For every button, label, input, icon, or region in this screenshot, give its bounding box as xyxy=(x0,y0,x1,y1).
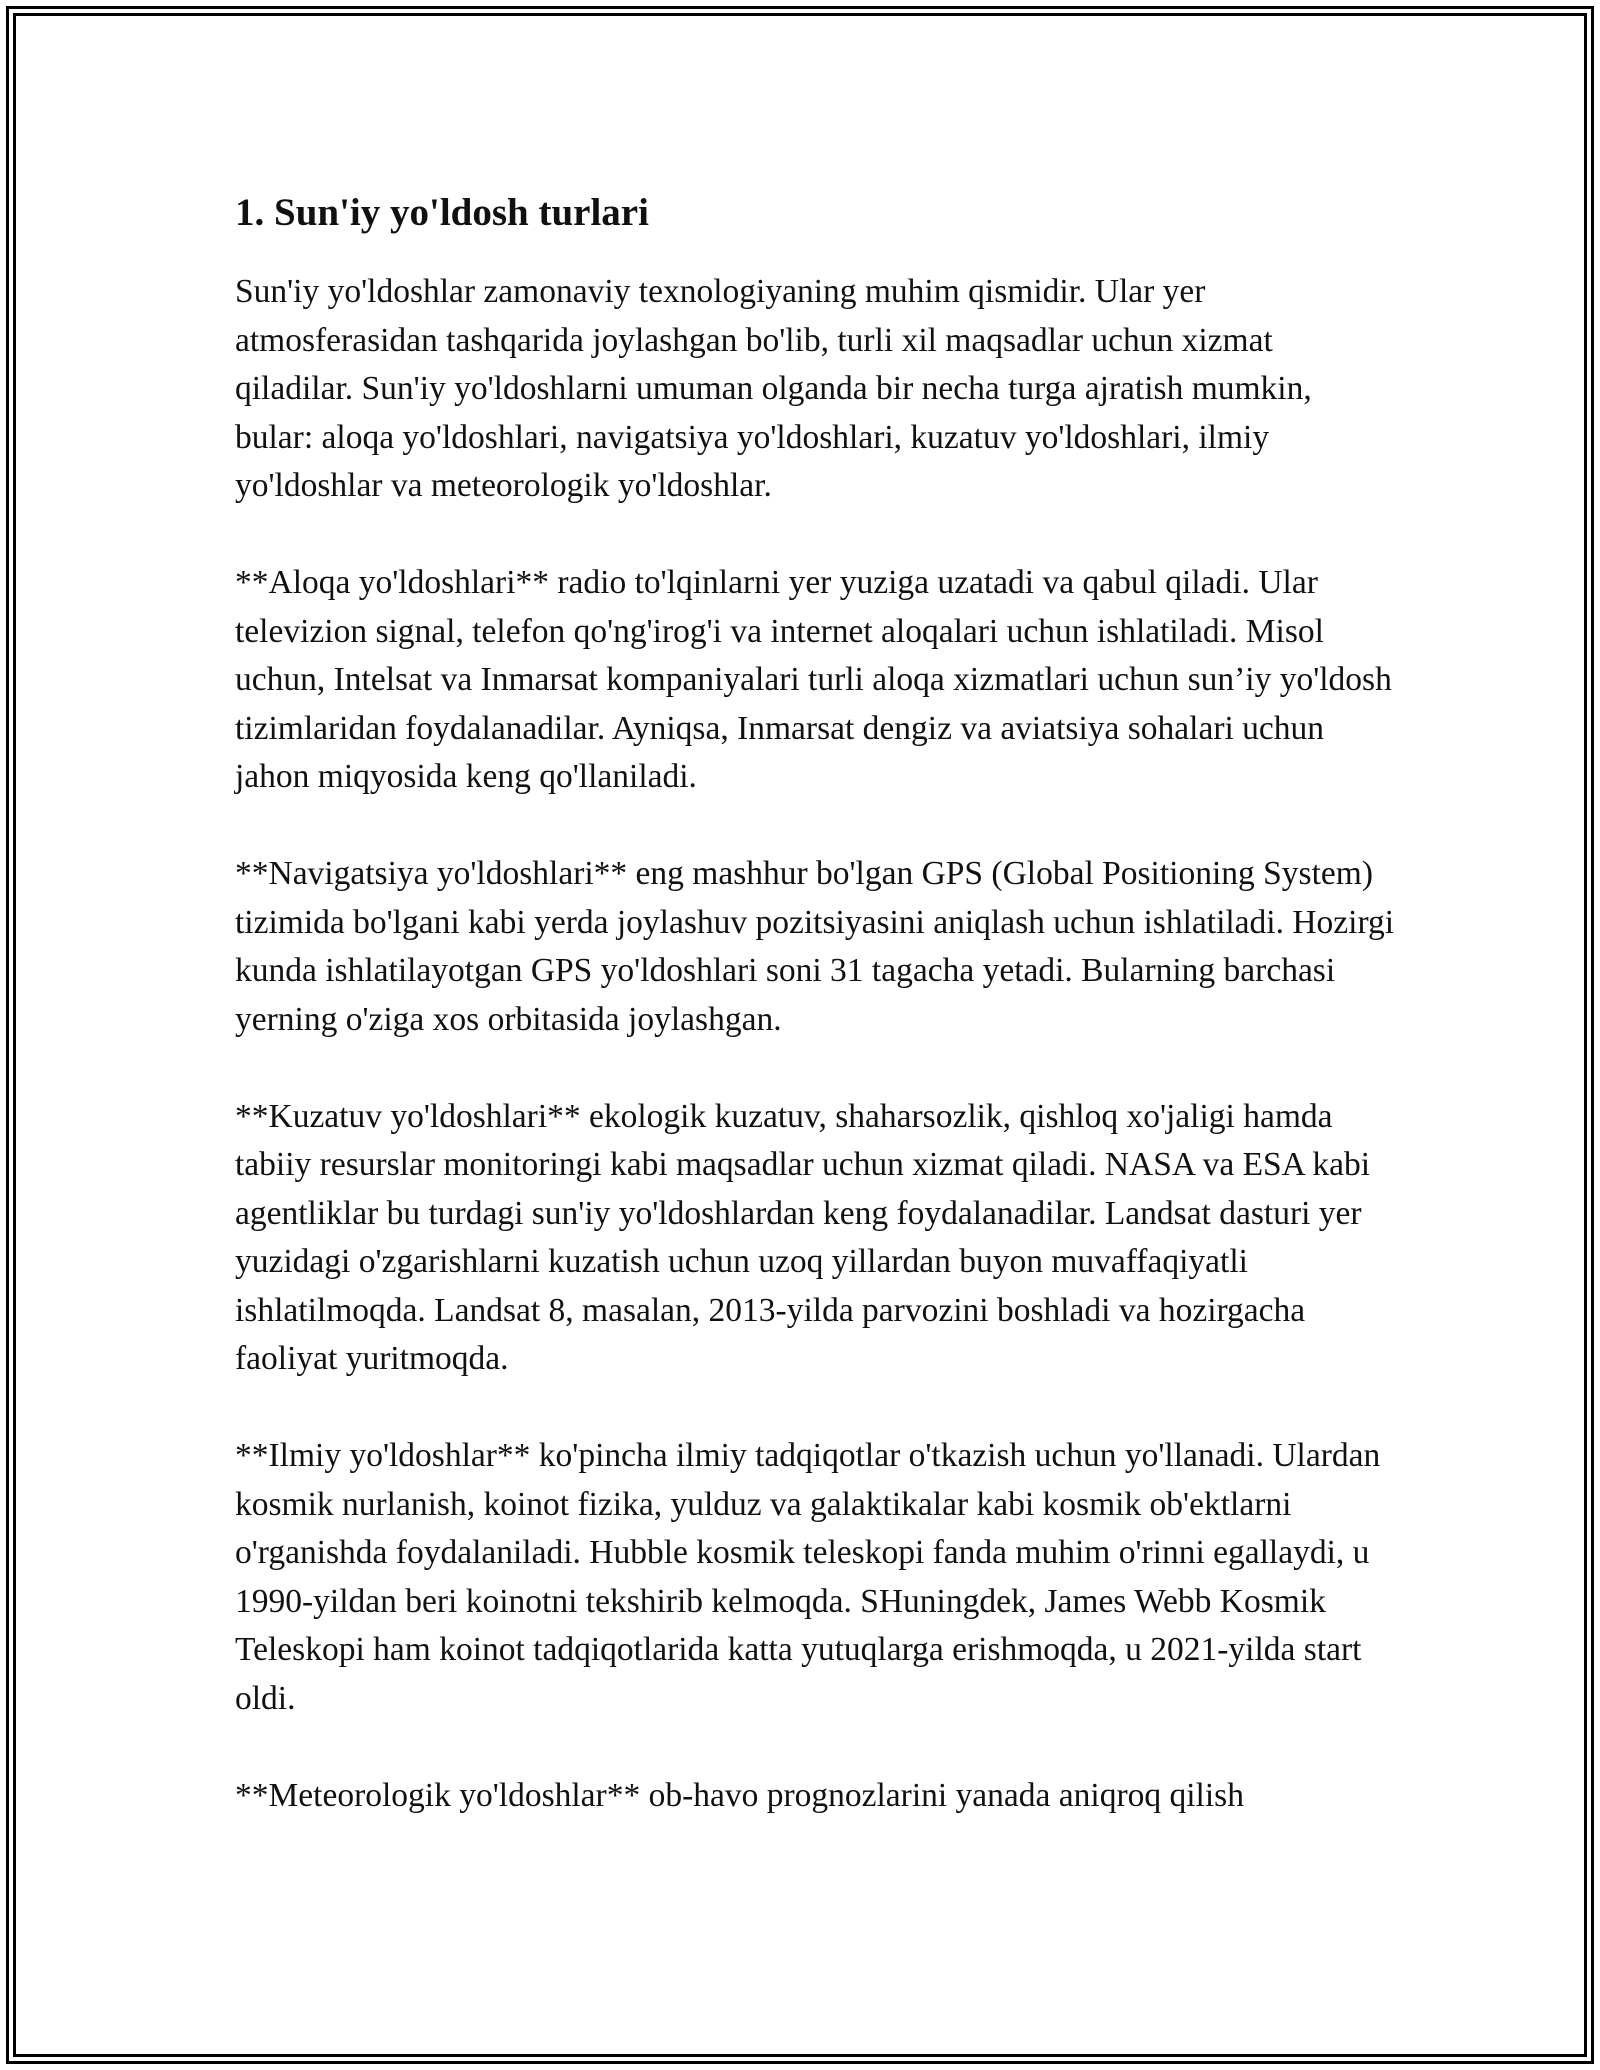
paragraph-intro: Sun'iy yo'ldoshlar zamonaviy texnologiyaning muhim qismidir. Ular yer atmosferasidan tashqarida joylashgan bo'lib, turli xil maqsadlar uchun xizmat qiladilar. Sun'iy yo'ldoshlarni umuman olganda bir necha turga ajratish mumkin, bular: aloqa yo'ldoshlari, navigatsiya yo'ldoshlari, kuzatuv yo'ldoshlari, ilmiy yo'ldoshlar va meteorologik yo'ldoshlar. xyxy=(235,273,1312,504)
document-body xyxy=(235,180,1395,1820)
paragraph-navigation-satellites: **Navigatsiya yo'ldoshlari** eng mashhur bo'lgan GPS (Global Positioning System) tizimida bo'lgani kabi yerda joylashuv pozitsiyasini aniqlash uchun ishlatiladi. Hozirgi kunda ishlatilayotgan GPS yo'ldoshlari soni 31 tagacha yetadi. Bularning barchasi yerning o'ziga xos orbitasida joylashgan. xyxy=(235,855,1395,1038)
paragraph-meteorological-satellites: **Meteorologik yo'ldoshlar** ob-havo prognozlarini yanada aniqroq qilish xyxy=(235,1776,1244,1814)
paragraph-scientific-satellites: **Ilmiy yo'ldoshlar** ko'pincha ilmiy tadqiqotlar o'tkazish uchun yo'llanadi. Ulardan kosmik nurlanish, koinot fizika, yulduz va galaktikalar kabi kosmik ob'ektlarni o'rganishda foydalaniladi. Hubble kosmik teleskopi fanda muhim o'rinni egallaydi, u 1990-yildan beri koinotni tekshirib kelmoqda. SHuningdek, James Webb Kosmik Teleskopi ham koinot tadqiqotlarida katta yutuqlarga erishmoqda, u 2021-yilda start oldi. xyxy=(235,1437,1381,1717)
paragraph-communication-satellites: **Aloqa yo'ldoshlari** radio to'lqinlarni yer yuziga uzatadi va qabul qiladi. Ular televizion signal, telefon qo'ng'irog'i va internet aloqalari uchun ishlatiladi. Misol uchun, Intelsat va Inmarsat kompaniyalari turli aloqa xizmatlari uchun sun’iy yo'ldosh tizimlaridan foydalanadilar. Ayniqsa, Inmarsat dengiz va aviatsiya sohalari uchun jahon miqyosida keng qo'llaniladi. xyxy=(235,564,1392,795)
paragraph-observation-satellites: **Kuzatuv yo'ldoshlari** ekologik kuzatuv, shaharsozlik, qishloq xo'jaligi hamda tabiiy resurslar monitoringi kabi maqsadlar uchun xizmat qiladi. NASA va ESA kabi agentliklar bu turdagi sun'iy yo'ldoshlardan keng foydalanadilar. Landsat dasturi yer yuzidagi o'zgarishlarni kuzatish uchun uzoq yillardan buyon muvaffaqiyatli ishlatilmoqda. Landsat 8, masalan, 2013-yilda parvozini boshladi va hozirgacha faoliyat yuritmoqda. xyxy=(235,1097,1371,1377)
section-heading: 1. Sun'iy yo'ldosh turlari xyxy=(235,191,649,234)
